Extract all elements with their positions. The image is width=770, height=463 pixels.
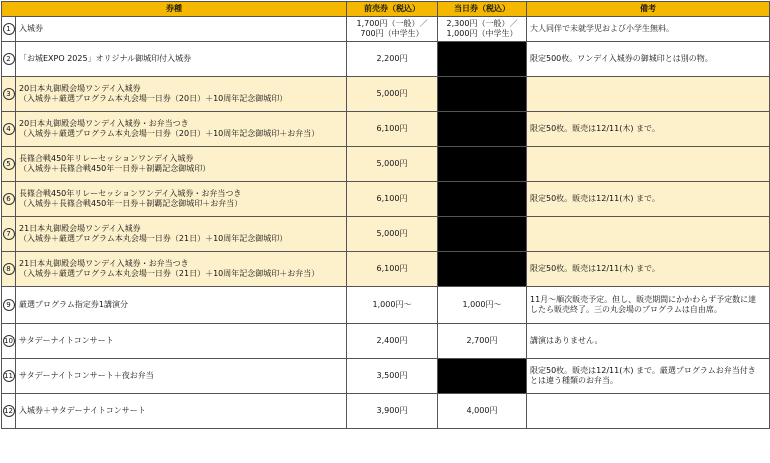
row-number: [2, 359, 16, 394]
row-number: [2, 112, 16, 147]
advance-price-line: 6,100円: [376, 193, 408, 203]
ticket-name-line: 「お城EXPO 2025」オリジナル御城印付入城券: [19, 53, 192, 63]
sameday-price-redacted: [438, 112, 527, 147]
table-row: [2, 77, 770, 112]
sameday-price-redacted: [438, 182, 527, 217]
advance-price: [347, 394, 438, 429]
advance-price: [347, 217, 438, 252]
ticket-name: [16, 77, 347, 112]
ticket-table: [1, 1, 770, 429]
ticket-name: [16, 112, 347, 147]
sameday-price: [438, 324, 527, 359]
header-ticket-type: 券種: [2, 2, 347, 17]
row-number-badge: 3: [3, 88, 15, 100]
ticket-name-line: （入城券＋厳選プログラム本丸会場一日券（21日）＋10周年記念御城印＋お弁当）: [19, 269, 320, 278]
ticket-name: [16, 217, 347, 252]
advance-price: [347, 42, 438, 77]
note-line: したら販売終了。三の丸会場のプログラムは自由席。: [530, 305, 722, 314]
row-number-badge: 1: [3, 23, 15, 35]
ticket-name: [16, 287, 347, 324]
sameday-price-line: 4,000円: [466, 405, 498, 415]
note-line: とは違う種類のお弁当。: [530, 376, 618, 385]
ticket-name: [16, 359, 347, 394]
note-line: 限定50枚。販売は12/11(木) まで。: [530, 263, 660, 273]
sameday-price-line: 2,700円: [466, 335, 498, 345]
advance-price-line: 2,200円: [376, 53, 408, 63]
table-row: [2, 359, 770, 394]
advance-price-line: 5,000円: [376, 228, 408, 238]
note-line: 限定50枚。販売は12/11(木) まで。厳選プログラムお弁当付き: [530, 365, 756, 375]
ticket-name: [16, 252, 347, 287]
note: [527, 77, 770, 112]
advance-price-line: 700円（中学生）: [360, 29, 424, 38]
advance-price-line: 5,000円: [376, 158, 408, 168]
advance-price-line: 3,500円: [376, 370, 408, 380]
note: [527, 112, 770, 147]
note-line: 11月～順次販売予定。但し、販売期間にかかわらず予定数に達: [530, 294, 757, 304]
note: [527, 17, 770, 42]
row-number-badge: 2: [3, 53, 15, 65]
ticket-name: [16, 17, 347, 42]
note: [527, 252, 770, 287]
advance-price-line: 1,000円～: [372, 299, 412, 309]
row-number-badge: 9: [3, 299, 15, 311]
table-body: [2, 17, 770, 429]
advance-price: [347, 359, 438, 394]
sameday-price: [438, 394, 527, 429]
row-number: [2, 252, 16, 287]
note-line: 講演はありません。: [530, 335, 603, 345]
note: [527, 147, 770, 182]
sameday-price-redacted: [438, 252, 527, 287]
ticket-name-line: 入城券＋サタデーナイトコンサート: [19, 405, 146, 415]
advance-price: [347, 147, 438, 182]
note-line: 大人同伴で未就学児および小学生無料。: [530, 23, 674, 33]
advance-price: [347, 287, 438, 324]
advance-price: [347, 112, 438, 147]
ticket-name-line: （入城券＋厳選プログラム本丸会場一日券（20日）＋10周年記念御城印＋お弁当）: [19, 129, 320, 138]
table-row: [2, 324, 770, 359]
table-row: [2, 182, 770, 217]
row-number: [2, 182, 16, 217]
ticket-name-line: サタデーナイトコンサート＋夜お弁当: [19, 370, 154, 380]
note: [527, 359, 770, 394]
note-line: 限定50枚。販売は12/11(木) まで。: [530, 123, 660, 133]
row-number: [2, 17, 16, 42]
advance-price: [347, 182, 438, 217]
ticket-name-line: （入城券＋長篠合戦450年一日券＋制覇記念御城印＋お弁当）: [19, 199, 243, 208]
advance-price: [347, 252, 438, 287]
note: [527, 42, 770, 77]
ticket-name-line: （入城券＋長篠合戦450年一日券＋制覇記念御城印）: [19, 164, 211, 173]
row-number-badge: 7: [3, 228, 15, 240]
sameday-price-redacted: [438, 147, 527, 182]
note: [527, 217, 770, 252]
note: [527, 182, 770, 217]
row-number-badge: 10: [4, 336, 13, 345]
note: [527, 324, 770, 359]
advance-price: [347, 17, 438, 42]
ticket-name: [16, 394, 347, 429]
row-number-badge: 5: [3, 158, 15, 170]
row-number-badge: 4: [3, 123, 15, 135]
advance-price-line: 5,000円: [376, 88, 408, 98]
sameday-price: [438, 17, 527, 42]
advance-price: [347, 77, 438, 112]
row-number: [2, 394, 16, 429]
note: [527, 394, 770, 429]
header-row: [2, 2, 770, 17]
sameday-price-redacted: [438, 359, 527, 394]
table-row: [2, 42, 770, 77]
sameday-price-redacted: [438, 42, 527, 77]
header-sameday-price: 当日券（税込）: [438, 2, 527, 17]
ticket-name: [16, 324, 347, 359]
row-number-badge: 6: [3, 193, 15, 205]
row-number-badge: 8: [3, 263, 15, 275]
sameday-price-line: 2,300円（一般）／: [446, 18, 518, 28]
advance-price: [347, 324, 438, 359]
note-line: 限定500枚。ワンデイ入城券の御城印とは別の物。: [530, 53, 713, 63]
ticket-name: [16, 42, 347, 77]
sameday-price-line: 1,000円（中学生）: [446, 29, 518, 38]
row-number-badge: 12: [4, 406, 13, 415]
advance-price-line: 1,700円（一般）／: [356, 18, 428, 28]
ticket-name-line: 20日本丸御殿会場ワンデイ入城券・お弁当つき: [19, 118, 189, 128]
advance-price-line: 6,100円: [376, 263, 408, 273]
ticket-name-line: 21日本丸御殿会場ワンデイ入城券: [19, 223, 141, 233]
note-line: 限定50枚。販売は12/11(木) まで。: [530, 193, 660, 203]
row-number: [2, 287, 16, 324]
row-number: [2, 324, 16, 359]
ticket-name: [16, 182, 347, 217]
ticket-name: [16, 147, 347, 182]
ticket-name-line: サタデーナイトコンサート: [19, 335, 114, 345]
sameday-price-redacted: [438, 217, 527, 252]
sameday-price: [438, 287, 527, 324]
header-notes: 備考: [527, 2, 770, 17]
row-number: [2, 217, 16, 252]
ticket-name-line: 厳選プログラム指定券1講演分: [19, 299, 129, 309]
row-number-badge: 11: [4, 371, 13, 380]
ticket-name-line: 21日本丸御殿会場ワンデイ入城券・お弁当つき: [19, 258, 189, 268]
sameday-price-redacted: [438, 77, 527, 112]
table-row: [2, 394, 770, 429]
ticket-name-line: 長篠合戦450年リレーセッションワンデイ入城券: [19, 153, 194, 163]
row-number: [2, 77, 16, 112]
row-number: [2, 42, 16, 77]
ticket-name-line: 20日本丸御殿会場ワンデイ入城券: [19, 83, 141, 93]
advance-price-line: 6,100円: [376, 123, 408, 133]
row-number: [2, 147, 16, 182]
table-row: [2, 147, 770, 182]
note: [527, 287, 770, 324]
table-row: [2, 17, 770, 42]
ticket-name-line: 長篠合戦450年リレーセッションワンデイ入城券・お弁当つき: [19, 188, 242, 198]
advance-price-line: 2,400円: [376, 335, 408, 345]
ticket-name-line: （入城券＋厳選プログラム本丸会場一日券（20日）＋10周年記念御城印）: [19, 94, 288, 103]
table-row: [2, 217, 770, 252]
ticket-name-line: （入城券＋厳選プログラム本丸会場一日券（21日）＋10周年記念御城印）: [19, 234, 288, 243]
sameday-price-line: 1,000円～: [462, 299, 502, 309]
table-row: [2, 112, 770, 147]
header-advance-price: 前売券（税込）: [347, 2, 438, 17]
ticket-name-line: 入城券: [19, 23, 43, 33]
table-row: [2, 252, 770, 287]
table-row: [2, 287, 770, 324]
advance-price-line: 3,900円: [376, 405, 408, 415]
